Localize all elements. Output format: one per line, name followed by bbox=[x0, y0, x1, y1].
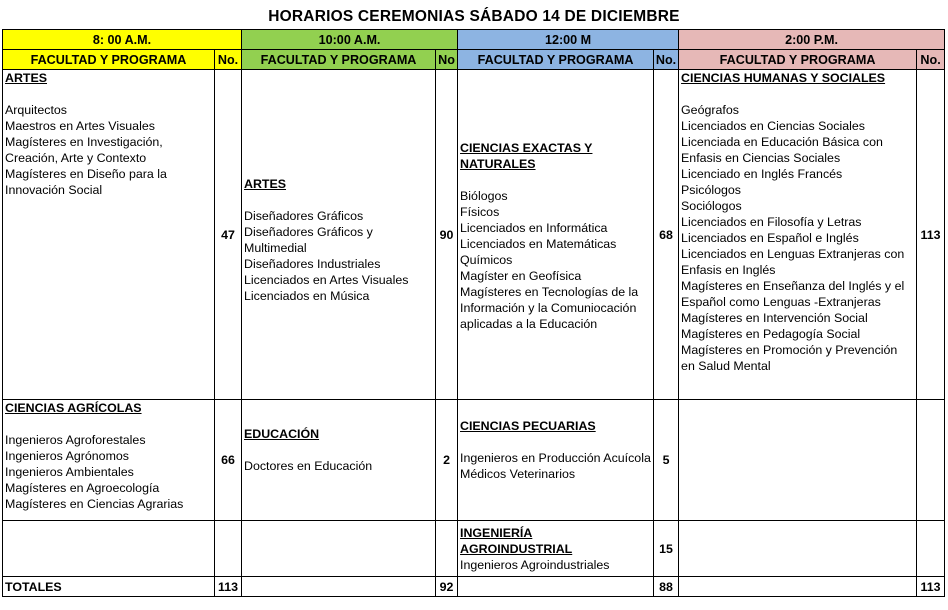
program-list bbox=[5, 432, 212, 512]
program-item: Magísteres en Pedagogía Social bbox=[681, 327, 861, 341]
column-header-row bbox=[3, 50, 945, 70]
program-item: Magísteres en Ciencias Agrarias bbox=[5, 497, 184, 511]
faculty-cell bbox=[679, 521, 917, 577]
program-item: Magísteres en Investigación, Creación, Arte y Contexto bbox=[5, 135, 163, 165]
program-item: Arquitectos bbox=[5, 103, 67, 117]
count-cell: 15 bbox=[654, 521, 679, 577]
count-cell: 47 bbox=[215, 70, 242, 400]
program-item: Licenciados en Matemáticas bbox=[460, 236, 617, 251]
count-cell: 90 bbox=[436, 70, 458, 400]
table-row bbox=[3, 400, 945, 521]
page-title: HORARIOS CEREMONIAS SÁBADO 14 DE DICIEMBRE bbox=[268, 8, 680, 25]
program-item: Sociólogos bbox=[681, 199, 742, 213]
count-cell: 68 bbox=[654, 70, 679, 400]
faculty-cell bbox=[242, 521, 436, 577]
program-item: Magísteres en Diseño para la Innovación Social bbox=[5, 167, 167, 197]
program-item: Doctores en Educación bbox=[244, 459, 373, 473]
program-item: Magíster en Geofísica bbox=[460, 268, 582, 283]
program-item: Magísteres en Tecnologías de la Información y la Comuniocación aplicadas a la Educación bbox=[460, 284, 639, 331]
table-row bbox=[3, 521, 945, 577]
total-value: 113 bbox=[215, 577, 242, 597]
col-header-no: No. bbox=[917, 50, 945, 70]
program-item: Diseñadores Industriales bbox=[244, 256, 381, 271]
program-item: Licenciados en Español e Inglés bbox=[681, 231, 859, 245]
faculty-name: ARTES bbox=[244, 176, 287, 191]
col-header-faculty: FACULTAD Y PROGRAMA bbox=[458, 50, 654, 70]
count-cell bbox=[917, 400, 945, 521]
count-cell bbox=[215, 521, 242, 577]
faculty-name: CIENCIAS PECUARIAS bbox=[460, 419, 596, 433]
program-list bbox=[244, 208, 433, 304]
total-value: 88 bbox=[654, 577, 679, 597]
faculty-cell bbox=[458, 70, 654, 400]
program-item: Magísteres en Promoción y Prevención en Salud Mental bbox=[681, 343, 898, 373]
count-cell bbox=[436, 521, 458, 577]
total-value: 92 bbox=[436, 577, 458, 597]
totals-spacer bbox=[458, 577, 654, 597]
program-item: Magísteres en Intervención Social bbox=[681, 311, 868, 325]
faculty-name: EDUCACIÓN bbox=[244, 427, 320, 441]
slot-header-10am: 10:00 A.M. bbox=[242, 30, 458, 50]
faculty-cell bbox=[3, 70, 215, 400]
col-header-no: No. bbox=[215, 50, 242, 70]
table-row bbox=[3, 70, 945, 400]
program-item: Químicos bbox=[460, 252, 513, 267]
program-item: Diseñadores Gráficos y Multimedial bbox=[244, 224, 373, 255]
col-header-no: No bbox=[436, 50, 458, 70]
program-item: Licenciado en Inglés Francés bbox=[681, 167, 843, 181]
program-item: Ingenieros Ambientales bbox=[5, 465, 134, 479]
program-item: Ingenieros en Producción Acuícola bbox=[460, 451, 651, 465]
faculty-cell bbox=[679, 70, 917, 400]
faculty-name: ARTES bbox=[5, 71, 47, 85]
program-item: Licenciados en Lenguas Extranjeras con Enfasis en Inglés bbox=[681, 247, 905, 277]
slot-header-2pm: 2:00 P.M. bbox=[679, 30, 945, 50]
slot-header-8am: 8: 00 A.M. bbox=[3, 30, 242, 50]
count-cell: 5 bbox=[654, 400, 679, 521]
faculty-cell bbox=[242, 400, 436, 521]
faculty-cell bbox=[679, 400, 917, 521]
program-list bbox=[681, 102, 914, 374]
program-item: Biólogos bbox=[460, 188, 508, 203]
program-item: Magísteres en Enseñanza del Inglés y el Español como Lenguas -Extranjeras bbox=[681, 279, 905, 309]
faculty-cell bbox=[458, 400, 654, 521]
program-item: Maestros en Artes Visuales bbox=[5, 119, 155, 133]
ceremony-schedule-table bbox=[2, 29, 945, 597]
program-item: Geógrafos bbox=[681, 103, 739, 117]
program-list bbox=[460, 188, 651, 332]
program-item: Licenciados en Filosofía y Letras bbox=[681, 215, 862, 229]
faculty-name: CIENCIAS HUMANAS Y SOCIALES bbox=[681, 71, 886, 85]
faculty-name: CIENCIAS AGRÍCOLAS bbox=[5, 401, 142, 415]
totals-spacer bbox=[242, 577, 436, 597]
count-cell: 2 bbox=[436, 400, 458, 521]
program-item: Licenciados en Música bbox=[244, 288, 370, 303]
col-header-faculty: FACULTAD Y PROGRAMA bbox=[3, 50, 215, 70]
col-header-faculty: FACULTAD Y PROGRAMA bbox=[242, 50, 436, 70]
program-item: Ingenieros Agroforestales bbox=[5, 433, 146, 447]
program-item: Magísteres en Agroecología bbox=[5, 481, 160, 495]
totals-spacer bbox=[679, 577, 917, 597]
program-item: Ingenieros Agroindustriales bbox=[460, 557, 610, 572]
count-cell: 66 bbox=[215, 400, 242, 521]
program-list bbox=[5, 102, 212, 198]
count-cell bbox=[917, 521, 945, 577]
program-item: Físicos bbox=[460, 204, 500, 219]
program-item: Médicos Veterinarios bbox=[460, 467, 576, 481]
total-value: 113 bbox=[917, 577, 945, 597]
time-slot-row bbox=[3, 30, 945, 50]
program-item: Diseñadores Gráficos bbox=[244, 208, 364, 223]
faculty-cell bbox=[458, 521, 654, 577]
count-cell: 113 bbox=[917, 70, 945, 400]
program-list bbox=[460, 557, 651, 573]
totals-row bbox=[3, 577, 945, 597]
col-header-no: No. bbox=[654, 50, 679, 70]
faculty-name: INGENIERÍA AGROINDUSTRIAL bbox=[460, 525, 573, 556]
slot-header-12m: 12:00 M bbox=[458, 30, 679, 50]
faculty-cell bbox=[3, 521, 215, 577]
totals-label: TOTALES bbox=[3, 577, 215, 597]
program-list bbox=[460, 450, 651, 482]
program-list bbox=[244, 458, 433, 474]
program-item: Licenciados en Ciencias Sociales bbox=[681, 119, 865, 133]
faculty-name: CIENCIAS EXACTAS Y NATURALES bbox=[460, 140, 593, 171]
faculty-cell bbox=[242, 70, 436, 400]
program-item: Licenciados en Informática bbox=[460, 220, 608, 235]
program-item: Psicólogos bbox=[681, 183, 741, 197]
program-item: Licenciada en Educación Básica con Enfasis en Ciencias Sociales bbox=[681, 135, 883, 165]
program-item: Licenciados en Artes Visuales bbox=[244, 272, 409, 287]
col-header-faculty: FACULTAD Y PROGRAMA bbox=[679, 50, 917, 70]
program-item: Ingenieros Agrónomos bbox=[5, 449, 129, 463]
faculty-cell bbox=[3, 400, 215, 521]
